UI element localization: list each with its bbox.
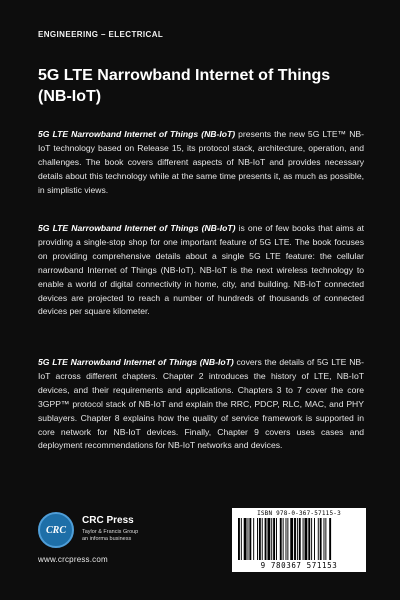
barcode-bar [259,518,261,560]
barcode-bar [238,518,240,560]
category-label: ENGINEERING – ELECTRICAL [38,30,164,39]
barcode-bar [320,518,322,560]
barcode-bar [297,518,298,560]
book-title [38,65,368,107]
description-paragraph-3 [38,356,364,453]
publisher-group-line-2: an informa business [82,536,132,542]
barcode-bar [299,518,301,560]
paragraph-1-text: presents the new 5G LTE™ NB-IoT technology based on Release 15, its protocol stack, architecture, operation, and challenges. The book covers different aspects of NB-IoT and provides necessary details about this technology while at the same time presents it, as much as possible, in simplistic views. [38,129,364,195]
barcode-bar [318,518,319,560]
barcode-bar [253,518,254,560]
paragraph-2-text: is one of few books that aims at providing a single-stop shop for one important feature of 5G LTE. The book focuses on providing comprehensive details about a single 5G LTE feature: the cellular narrowband Internet of Things (NB-IoT). NB-IoT is the next wireless technology to enable a world of digital connectivity in home, city, and building. NB-IoT connected devices are projected to reach a number of hundreds of thousands of connected devices per square kilometer. [38,223,364,317]
paragraph-1-lead: 5G LTE Narrowband Internet of Things (NB-IoT) [38,129,236,139]
barcode-bar [305,518,308,560]
barcode-bar [248,518,249,560]
paragraph-3-lead: 5G LTE Narrowband Internet of Things (NB-IoT) [38,357,234,367]
barcode-bar [308,518,310,560]
barcode-bar [271,518,272,560]
barcode-icon [236,518,362,560]
book-title-line-2: (NB-IoT) [38,88,102,105]
barcode-bar [241,518,242,560]
barcode-bar [287,518,288,560]
barcode-bar [257,518,258,560]
crc-press-logo [38,512,74,548]
description-paragraph-1 [38,128,364,198]
barcode-box [232,508,366,572]
barcode-bar [267,518,270,560]
paragraph-2-lead: 5G LTE Narrowband Internet of Things (NB-IoT) [38,223,236,233]
publisher-name: CRC Press [82,515,134,526]
barcode-bar [276,518,277,560]
barcode-bar [286,518,287,560]
barcode-bar [265,518,267,560]
crc-logo-text: CRC [45,524,66,536]
publisher-block [38,512,198,572]
barcode-bar [324,518,325,560]
description-paragraph-2 [38,222,364,319]
barcode-bar [283,518,284,560]
barcode-bar [325,518,326,560]
barcode-bar [311,518,312,560]
paragraph-3-text: covers the details of 5G LTE NB-IoT across different chapters. Chapter 2 introduces the history of LTE, NB-IoT devices, and their requirements and applications. Chapters 3 to 7 cover the core 3GPP™ protocol stack of NB-IoT and explain the RRC, PDCP, RLC, MAC, and PHY sublayers. Chapter 8 explains how the quality of service framework is supported in core network for NB-IoT devices. Finally, Chapter 9 covers uses cases and deployment recommendations for NB-IoT networks and devices. [38,357,364,451]
barcode-bar [290,518,293,560]
barcode-bar [273,518,275,560]
publisher-website: www.crcpress.com [38,555,108,564]
book-title-line-1: 5G LTE Narrowband Internet of Things [38,67,331,84]
barcode-bar [294,518,296,560]
barcode-bar [262,518,263,560]
barcode-bar [244,518,247,560]
barcode-bar [280,518,282,560]
barcode-bar [314,518,315,560]
barcode-bar [303,518,304,560]
barcode-digits: 9 780367 571153 [260,561,338,570]
isbn-label: ISBN 978-0-367-57115-3 [257,510,341,517]
barcode-bar [329,518,331,560]
publisher-group-line-1: Taylor & Francis Group [82,529,139,535]
barcode-bar [249,518,251,560]
